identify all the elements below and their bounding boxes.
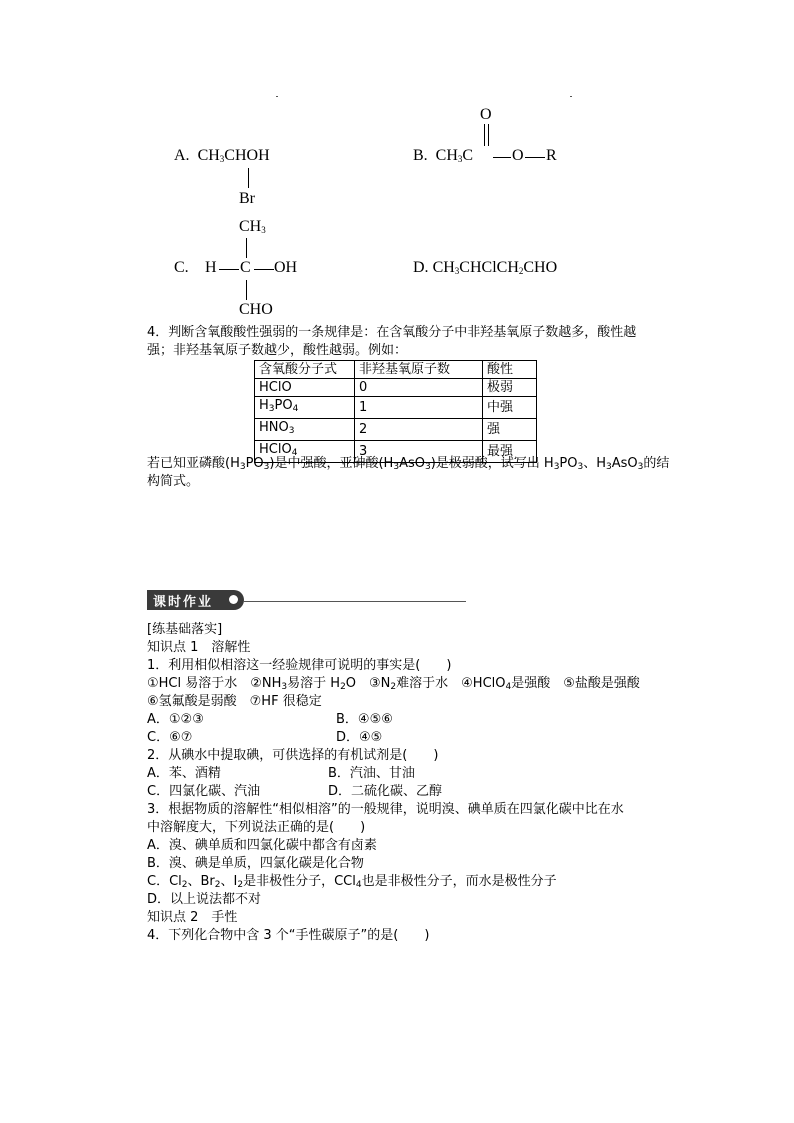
bond-line <box>246 280 247 300</box>
question-4: 4．下列化合物中含 3 个“手性碳原子”的是( ) <box>147 928 430 943</box>
banner-title: 课时作业 <box>153 595 214 610</box>
q1-option-c: C．⑥⑦ <box>147 730 193 745</box>
q4-question-line1: 若已知亚磷酸$(H_3PO_3)$是中强酸，亚砷酸$(H_3AsO_3)$是极弱酸，试写出 $H_3PO_3$、$H_3AsO_3$的结 <box>147 456 670 472</box>
substituent-br: Br <box>239 190 255 207</box>
question-3-line1: 3．根据物质的溶解性“相似相溶”的一般规律，说明溴、碘单质在四氯化碳中比在水 <box>147 802 624 817</box>
ester-oxygen: O <box>512 147 524 164</box>
banner-divider <box>244 601 466 602</box>
double-bond-line <box>488 124 489 146</box>
r-group: R <box>546 147 557 164</box>
question-1: 1．利用相似相溶这一经验规律可说明的事实是( ) <box>147 658 452 673</box>
q1-statements-line1: ①HCl 易溶于水 $②NH_3$易溶于 $H_2O$ $③N_2$难溶于水 ④HClO$_4$是强酸 ⑤盐酸是强酸 <box>147 676 640 692</box>
table-row <box>255 379 537 397</box>
carbonyl-oxygen: O <box>480 106 492 123</box>
table-cell: $HNO_3$ <box>255 419 355 441</box>
knowledge-point-1: 知识点 1 溶解性 <box>147 640 251 655</box>
q3-option-a: A．溴、碘单质和四氯化碳中都含有卤素 <box>147 838 377 853</box>
q4-intro-line2: 强；非羟基氧原子数越少，酸性越弱。例如： <box>147 343 408 358</box>
table-cell: 3 <box>355 441 483 463</box>
option-d-structure: D. $CH_3CHClCH_2CHO$ <box>413 259 558 276</box>
bond-line <box>254 269 274 270</box>
acid-strength-table <box>254 360 537 463</box>
methyl-group: $CH_3$ <box>239 218 266 235</box>
bond-line <box>248 168 249 188</box>
table-cell: 2 <box>355 419 483 441</box>
bond-line <box>493 157 511 158</box>
q1-option-a: A．①②③ <box>147 712 204 727</box>
q1-option-b: B．④⑤⑥ <box>336 712 393 727</box>
table-cell: HClO$_4$ <box>255 441 355 463</box>
option-label: A. <box>174 147 190 164</box>
table-row <box>255 419 537 441</box>
table-cell: HClO <box>255 379 355 397</box>
q3-option-b: B．溴、碘是单质，四氯化碳是化合物 <box>147 856 364 871</box>
scan-mark <box>276 96 278 97</box>
question-2: 2．从碘水中提取碘，可供选择的有机试剂是( ) <box>147 748 439 763</box>
question-3-line2: 中溶解度大，下列说法正确的是( ) <box>147 820 366 835</box>
table-header: 含氧酸分子式 <box>255 361 355 379</box>
q1-statements-line2: ⑥氢氟酸是弱酸 ⑦HF 很稳定 <box>147 694 322 709</box>
table-cell: 中强 <box>483 397 537 419</box>
option-b-structure: B. $CH_3C$ <box>413 147 474 164</box>
bond-line <box>219 269 239 270</box>
table-cell: 强 <box>483 419 537 441</box>
table-cell: $H_3PO_4$ <box>255 397 355 419</box>
bond-line <box>246 238 247 258</box>
q2-option-b: B．汽油、甘油 <box>328 766 415 781</box>
q2-option-c: C．四氯化碳、汽油 <box>147 784 261 799</box>
option-c-label: C. <box>174 259 189 276</box>
q4-intro-line1: 4．判断含氧酸酸性强弱的一条规律是：在含氧酸分子中非羟基氧原子数越多，酸性越 <box>147 325 637 340</box>
table-header-row <box>255 361 537 379</box>
hydroxyl-group: OH <box>274 259 298 276</box>
table-row <box>255 397 537 419</box>
aldehyde-group: CHO <box>239 301 273 318</box>
table-cell: 最强 <box>483 441 537 463</box>
table-cell: 0 <box>355 379 483 397</box>
q2-option-a: A．苯、酒精 <box>147 766 221 781</box>
q4-question-line2: 构简式。 <box>147 474 200 489</box>
option-label: D. <box>413 259 429 276</box>
table-cell: 极弱 <box>483 379 537 397</box>
table-header: 酸性 <box>483 361 537 379</box>
option-a-structure: A. $CH_3CHOH$ <box>174 147 270 164</box>
table-cell: 1 <box>355 397 483 419</box>
central-carbon: C <box>240 259 251 276</box>
q1-option-d: D．④⑤ <box>336 730 383 745</box>
double-bond-line <box>484 124 485 146</box>
q2-option-d: D．二硫化碳、乙醇 <box>328 784 443 799</box>
section-title: [练基础落实] <box>147 622 223 637</box>
hydrogen-atom: H <box>205 259 217 276</box>
bullet-icon <box>229 595 238 604</box>
scan-mark <box>570 96 572 97</box>
table-header: 非羟基氧原子数 <box>355 361 483 379</box>
q3-option-d: D．以上说法都不对 <box>147 892 262 907</box>
bond-line <box>525 157 545 158</box>
homework-banner <box>147 590 244 610</box>
q3-option-c: C．$Cl_2$、$Br_2$、$I_2$是非极性分子，CCl$_4$也是非极性分子，而水是极性分子 <box>147 874 557 890</box>
knowledge-point-2: 知识点 2 手性 <box>147 910 238 925</box>
option-label: B. <box>413 147 428 164</box>
